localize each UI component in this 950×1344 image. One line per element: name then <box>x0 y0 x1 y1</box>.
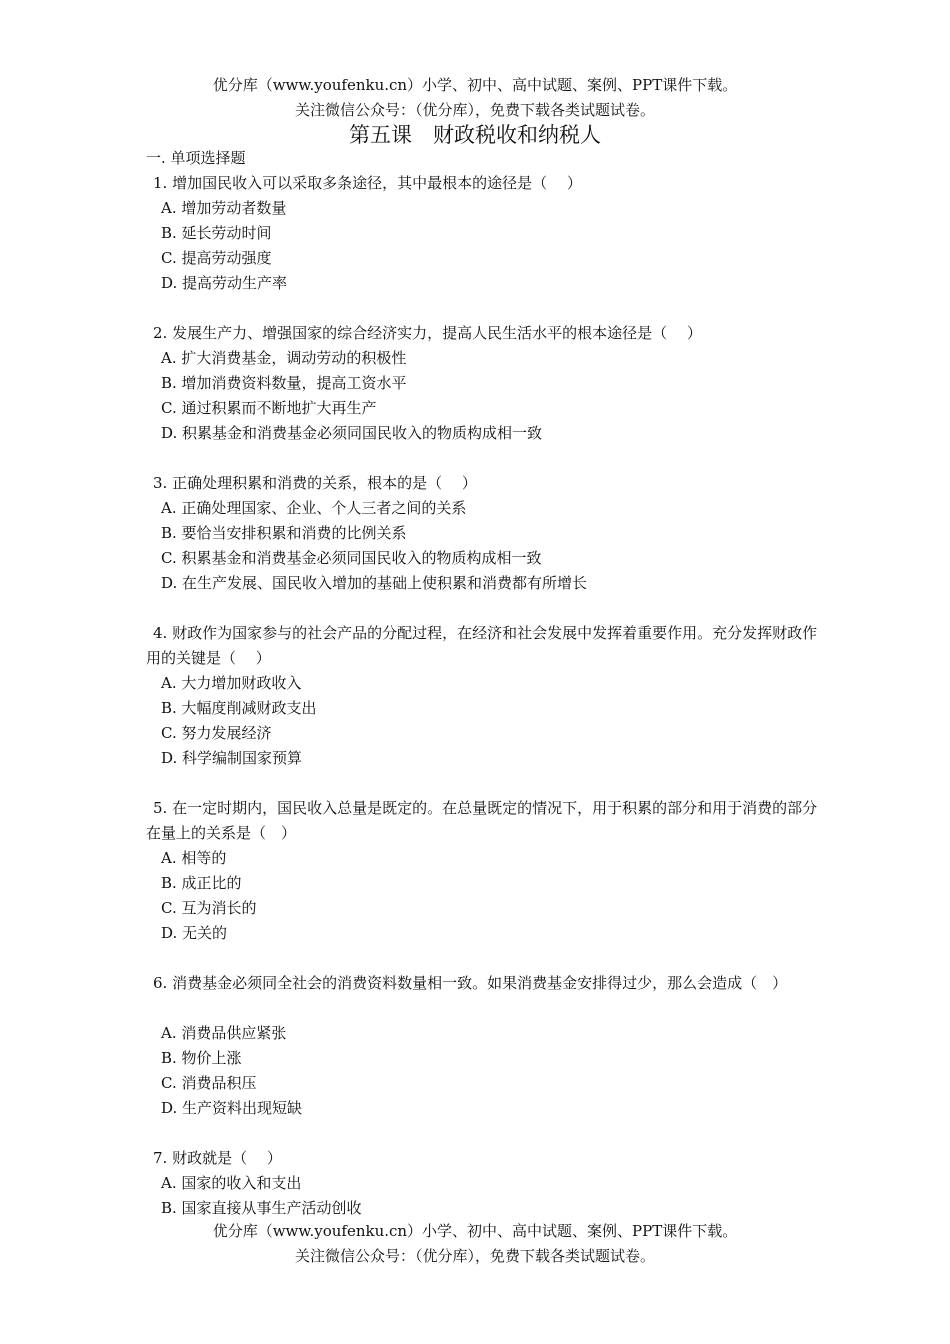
option-d: D. 科学编制国家预算 <box>161 749 303 767</box>
question-list <box>146 146 818 1221</box>
option-b: B. 大幅度削减财政支出 <box>161 699 317 717</box>
spacer <box>146 446 818 471</box>
option-b: B. 要恰当安排积累和消费的比例关系 <box>161 524 407 542</box>
question-stem: 2. 发展生产力、增强国家的综合经济实力，提高人民生活水平的根本途径是（ ） <box>153 324 702 342</box>
option-d: D. 无关的 <box>161 924 228 942</box>
option-a: A. 相等的 <box>161 849 227 867</box>
option-a: A. 大力增加财政收入 <box>161 674 302 692</box>
option-b: B. 国家直接从事生产活动创收 <box>161 1199 362 1217</box>
question-stem: 3. 正确处理积累和消费的关系，根本的是（ ） <box>153 474 477 492</box>
question-stem: 7. 财政就是（ ） <box>153 1149 282 1167</box>
footer-line-2: 关注微信公众号：（优分库），免费下载各类试题试卷。 <box>294 1247 655 1265</box>
question-stem: 1. 增加国民收入可以采取多条途径，其中最根本的途径是（ ） <box>153 174 582 192</box>
option-a: A. 增加劳动者数量 <box>161 199 287 217</box>
footer-line-1: 优分库（www.youfenku.cn）小学、初中、高中试题、案例、PPT课件下载。 <box>212 1222 738 1240</box>
question-2 <box>146 321 818 446</box>
option-b: B. 增加消费资料数量，提高工资水平 <box>161 374 407 392</box>
option-a: A. 扩大消费基金，调动劳动的积极性 <box>161 349 407 367</box>
question-1 <box>146 171 818 296</box>
option-d: D. 在生产发展、国民收入增加的基础上使积累和消费都有所增长 <box>161 574 588 592</box>
spacer <box>146 946 818 971</box>
option-b: B. 延长劳动时间 <box>161 224 272 242</box>
header-line-2: 关注微信公众号：（优分库），免费下载各类试题试卷。 <box>294 101 655 119</box>
option-a: A. 消费品供应紧张 <box>161 1024 287 1042</box>
question-stem: 4. 财政作为国家参与的社会产品的分配过程，在经济和社会发展中发挥着重要作用。充分发挥财政作用的关键是（ ） <box>146 624 818 667</box>
option-d: D. 积累基金和消费基金必须同国民收入的物质构成相一致 <box>161 424 543 442</box>
question-5 <box>146 796 818 946</box>
option-b: B. 成正比的 <box>161 874 242 892</box>
section-heading: 一. 单项选择题 <box>146 149 246 167</box>
question-stem: 5. 在一定时期内，国民收入总量是既定的。在总量既定的情况下，用于积累的部分和用于消费的部分在量上的关系是（ ） <box>146 799 818 842</box>
page-title: 第五课 财政税收和纳税人 <box>349 123 601 147</box>
option-c: C. 积累基金和消费基金必须同国民收入的物质构成相一致 <box>161 549 542 567</box>
spacer <box>146 771 818 796</box>
option-d: D. 提高劳动生产率 <box>161 274 288 292</box>
spacer <box>146 596 818 621</box>
option-d: D. 生产资料出现短缺 <box>161 1099 303 1117</box>
option-c: C. 努力发展经济 <box>161 724 272 742</box>
option-c: C. 消费品积压 <box>161 1074 257 1092</box>
option-c: C. 通过积累而不断地扩大再生产 <box>161 399 377 417</box>
question-7 <box>146 1146 818 1221</box>
option-c: C. 提高劳动强度 <box>161 249 272 267</box>
spacer <box>146 296 818 321</box>
option-a: A. 国家的收入和支出 <box>161 1174 302 1192</box>
spacer <box>146 1121 818 1146</box>
question-4 <box>146 621 818 771</box>
header-line-1: 优分库（www.youfenku.cn）小学、初中、高中试题、案例、PPT课件下载。 <box>212 76 738 94</box>
question-stem: 6. 消费基金必须同全社会的消费资料数量相一致。如果消费基金安排得过少，那么会造成（ ） <box>153 974 788 992</box>
option-b: B. 物价上涨 <box>161 1049 242 1067</box>
question-3 <box>146 471 818 596</box>
option-a: A. 正确处理国家、企业、个人三者之间的关系 <box>161 499 467 517</box>
question-6 <box>146 971 818 1121</box>
option-c: C. 互为消长的 <box>161 899 257 917</box>
